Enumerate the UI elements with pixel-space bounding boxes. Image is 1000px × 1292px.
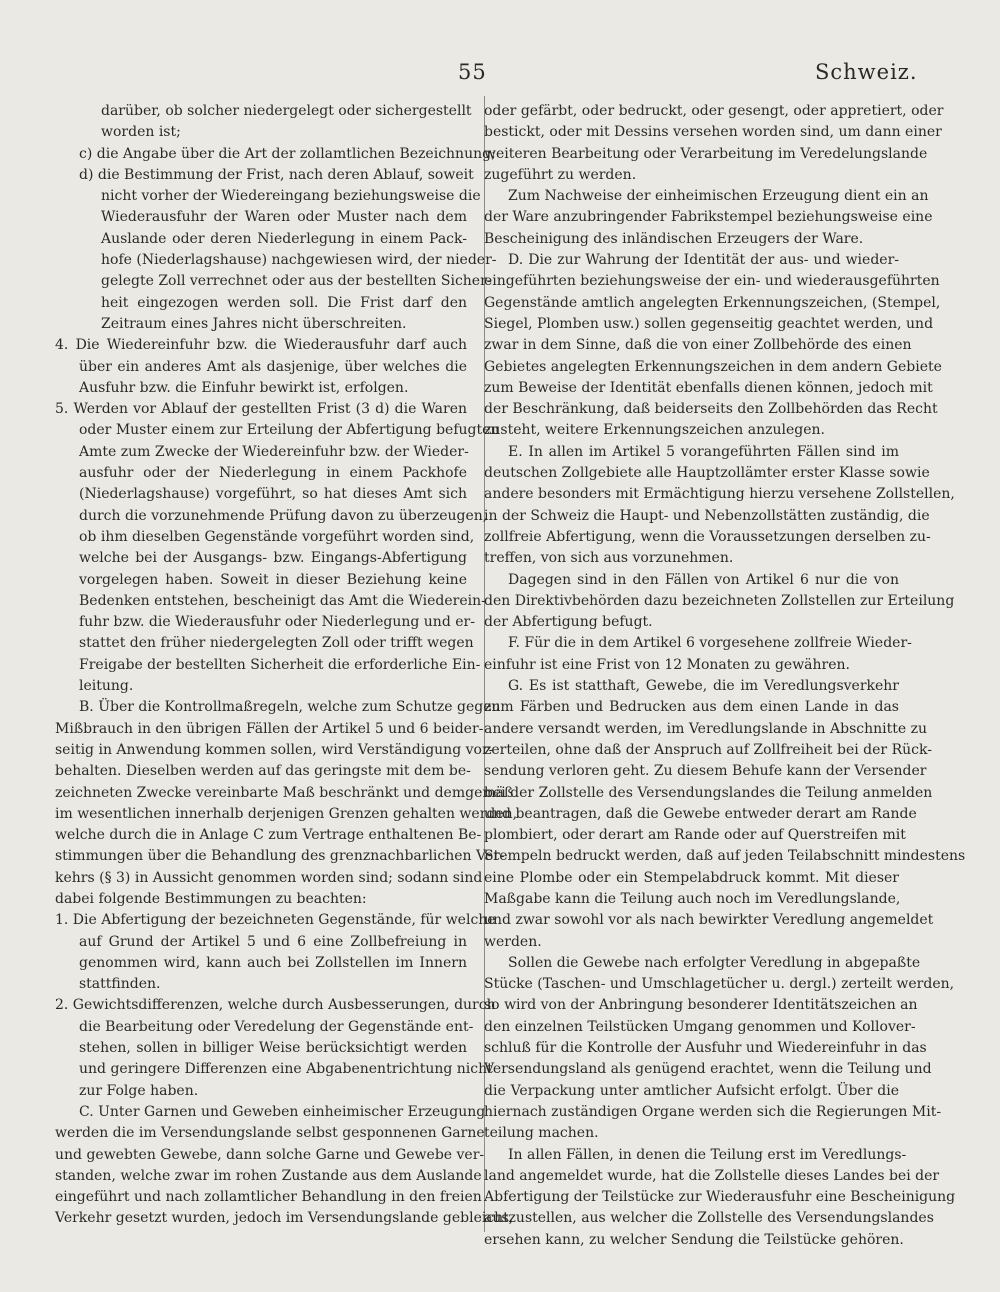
text-line: zum Färben und Bedrucken aus dem einen Lande in das: [484, 699, 899, 716]
text-line: Gebietes angelegten Erkennungszeichen in dem andern Gebiete: [484, 358, 942, 375]
text-line: werden.: [484, 933, 542, 950]
text-line: seitig in Anwendung kommen sollen, wird Verständigung vor-: [55, 741, 494, 758]
text-line: durch die vorzunehmende Prüfung davon zu überzeugen,: [79, 507, 488, 524]
text-line: 4. Die Wiedereinfuhr bzw. die Wiederausfuhr darf auch: [55, 337, 467, 354]
text-line: worden ist;: [101, 124, 181, 141]
text-line: Verkehr gesetzt wurden, jedoch im Versendungslande gebleicht,: [55, 1210, 514, 1227]
page-number: 55: [458, 60, 487, 84]
text-line: und zwar sowohl vor als nach bewirkter Veredlung angemeldet: [484, 912, 934, 929]
text-line: In allen Fällen, in denen die Teilung erst im Veredlungs-: [508, 1146, 907, 1163]
text-line: 5. Werden vor Ablauf der gestellten Frist (3 d) die Waren: [55, 401, 467, 418]
running-title: Schweiz.: [815, 60, 918, 84]
text-line: leitung.: [79, 678, 134, 695]
text-line: zugeführt zu werden.: [484, 166, 637, 183]
text-line: D. Die zur Wahrung der Identität der aus- und wieder-: [508, 252, 899, 269]
text-line: zollfreie Abfertigung, wenn die Voraussetzungen derselben zu-: [484, 528, 931, 545]
text-line: einfuhr ist eine Frist von 12 Monaten zu gewähren.: [484, 656, 850, 673]
text-line: C. Unter Garnen und Geweben einheimischer Erzeugung: [79, 1103, 486, 1120]
right-column: [484, 101, 966, 1251]
text-line: 1. Die Abfertigung der bezeichneten Gegenstände, für welche: [55, 912, 496, 929]
text-line: andere besonders mit Ermächtigung hierzu versehene Zollstellen,: [484, 486, 955, 503]
text-line: ersehen kann, zu welcher Sendung die Teilstücke gehören.: [484, 1231, 904, 1248]
text-line: (Niederlagshause) vorgeführt, so hat dieses Amt sich: [79, 486, 467, 503]
text-line: G. Es ist statthaft, Gewebe, die im Veredlungsverkehr: [508, 678, 899, 695]
text-line: eingeführten beziehungsweise der ein- und wiederausgeführten: [484, 273, 940, 290]
text-line: land angemeldet wurde, hat die Zollstelle dieses Landes bei der: [484, 1167, 940, 1184]
text-line: c) die Angabe über die Art der zollamtlichen Bezeichnung;: [79, 145, 496, 162]
text-line: zur Folge haben.: [79, 1082, 199, 1099]
text-line: Gegenstände amtlich angelegten Erkennungszeichen, (Stempel,: [484, 294, 941, 311]
text-line: und gewebten Gewebe, dann solche Garne und Gewebe ver-: [55, 1146, 485, 1163]
text-line: Zum Nachweise der einheimischen Erzeugung dient ein an: [508, 188, 929, 205]
text-line: zwar in dem Sinne, daß die von einer Zollbehörde des einen: [484, 337, 912, 354]
text-line: in der Schweiz die Haupt- und Nebenzollstätten zuständig, die: [484, 507, 930, 524]
text-line: B. Über die Kontrollmaßregeln, welche zum Schutze gegen: [79, 699, 501, 716]
text-line: sendung verloren geht. Zu diesem Behufe kann der Versender: [484, 763, 927, 780]
text-line: der Ware anzubringender Fabrikstempel beziehungsweise eine: [484, 209, 933, 226]
text-line: stattfinden.: [79, 976, 161, 993]
text-line: 2. Gewichtsdifferenzen, welche durch Ausbesserungen, durch: [55, 997, 496, 1014]
text-line: der Abfertigung befugt.: [484, 614, 653, 631]
text-line: stehen, sollen in billiger Weise berücksichtigt werden: [79, 1040, 467, 1057]
text-line: darüber, ob solcher niedergelegt oder sichergestellt: [101, 103, 472, 119]
text-line: den Direktivbehörden dazu bezeichneten Zollstellen zur Erteilung: [484, 592, 955, 609]
text-line: werden die im Versendungslande selbst gesponnenen Garne: [55, 1125, 485, 1142]
text-line: ob ihm dieselben Gegenstände vorgeführt worden sind,: [79, 528, 475, 545]
text-line: fuhr bzw. die Wiederausfuhr oder Niederlegung und er-: [79, 614, 475, 631]
text-line: so wird von der Anbringung besonderer Identitätszeichen an: [484, 997, 918, 1014]
text-line: Bedenken entstehen, bescheinigt das Amt die Wiederein-: [79, 592, 486, 609]
text-line: d) die Bestimmung der Frist, nach deren Ablauf, soweit: [79, 166, 474, 183]
text-line: nicht vorher der Wiedereingang beziehungsweise die: [101, 188, 481, 205]
text-line: plombiert, oder derart am Rande oder auf Querstreifen mit: [484, 827, 906, 844]
text-line: kehrs (§ 3) in Aussicht genommen worden sind; sodann sind: [55, 869, 483, 886]
left-column: [55, 101, 518, 1230]
text-line: hofe (Niederlagshause) nachgewiesen wird, der nieder-: [101, 252, 497, 269]
text-line: zeichneten Zwecke vereinbarte Maß beschränkt und demgemäß: [55, 784, 514, 801]
text-line: zusteht, weitere Erkennungszeichen anzulegen.: [484, 422, 825, 439]
text-line: Mißbrauch in den übrigen Fällen der Artikel 5 und 6 beider-: [55, 720, 484, 737]
text-line: welche durch die in Anlage C zum Vertrage enthaltenen Be-: [55, 827, 482, 844]
text-line: treffen, von sich aus vorzunehmen.: [484, 550, 734, 567]
text-line: Siegel, Plomben usw.) sollen gegenseitig geachtet werden, und: [484, 315, 934, 332]
text-line: Versendungsland als genügend erachtet, wenn die Teilung und: [484, 1061, 932, 1078]
text-line: weiteren Bearbeitung oder Verarbeitung im Veredelungslande: [484, 145, 928, 162]
text-line: Maßgabe kann die Teilung auch noch im Veredlungslande,: [484, 890, 901, 907]
text-line: Amte zum Zwecke der Wiedereinfuhr bzw. der Wieder-: [79, 443, 469, 460]
text-line: Abfertigung der Teilstücke zur Wiederausfuhr eine Bescheinigung: [484, 1189, 956, 1206]
text-line: die Bearbeitung oder Veredelung der Gegenstände ent-: [79, 1018, 474, 1035]
text-line: teilung machen.: [484, 1125, 599, 1142]
text-line: heit eingezogen werden soll. Die Frist darf den: [101, 294, 467, 311]
text-line: vorgelegen haben. Soweit in dieser Beziehung keine: [79, 571, 467, 588]
text-line: Stempeln bedruckt werden, daß auf jeden Teilabschnitt mindestens: [484, 848, 966, 865]
text-line: behalten. Dieselben werden auf das geringste mit dem be-: [55, 763, 471, 780]
text-line: Bescheinigung des inländischen Erzeugers der Ware.: [484, 230, 864, 247]
text-line: im wesentlichen innerhalb derjenigen Grenzen gehalten werden,: [55, 805, 518, 822]
text-line: Wiederausfuhr der Waren oder Muster nach dem: [101, 209, 467, 226]
text-line: stattet den früher niedergelegten Zoll oder trifft wegen: [79, 635, 474, 652]
text-line: auf Grund der Artikel 5 und 6 eine Zollbefreiung in: [79, 933, 467, 950]
text-line: auszustellen, aus welcher die Zollstelle des Versendungslandes: [484, 1210, 934, 1227]
text-line: bestickt, oder mit Dessins versehen worden sind, um dann einer: [484, 124, 942, 141]
text-line: schluß für die Kontrolle der Ausfuhr und Wiedereinfuhr in das: [484, 1040, 927, 1057]
text-line: standen, welche zwar im rohen Zustande aus dem Auslande: [55, 1167, 482, 1184]
text-line: eine Plombe oder ein Stempelabdruck kommt. Mit dieser: [484, 869, 899, 886]
text-line: zerteilen, ohne daß der Anspruch auf Zollfreiheit bei der Rück-: [484, 741, 932, 758]
text-line: Stücke (Taschen- und Umschlagetücher u. dergl.) zerteilt werden,: [484, 976, 955, 993]
text-line: Ausfuhr bzw. die Einfuhr bewirkt ist, erfolgen.: [79, 379, 409, 396]
text-line: Dagegen sind in den Fällen von Artikel 6 nur die von: [508, 571, 899, 588]
text-line: zum Beweise der Identität ebenfalls dienen können, jedoch mit: [484, 379, 933, 396]
text-line: der Beschränkung, daß beiderseits den Zollbehörden das Recht: [484, 401, 938, 418]
text-line: über ein anderes Amt als dasjenige, über welches die: [79, 358, 467, 375]
text-line: dabei folgende Bestimmungen zu beachten:: [55, 890, 367, 907]
text-line: hiernach zuständigen Organe werden sich die Regierungen Mit-: [484, 1103, 942, 1120]
text-line: genommen wird, kann auch bei Zollstellen im Innern: [79, 954, 467, 971]
page-header: [0, 58, 1000, 88]
text-line: und geringere Differenzen eine Abgabenentrichtung nicht: [79, 1061, 493, 1078]
text-line: bei der Zollstelle des Versendungslandes die Teilung anmelden: [484, 784, 933, 801]
text-line: Auslande oder deren Niederlegung in einem Pack-: [101, 230, 467, 247]
text-line: oder gefärbt, oder bedruckt, oder gesengt, oder appretiert, oder: [484, 103, 944, 119]
text-line: ausfuhr oder der Niederlegung in einem Packhofe: [79, 465, 467, 482]
text-line: Freigabe der bestellten Sicherheit die erforderliche Ein-: [79, 656, 481, 673]
text-line: oder Muster einem zur Erteilung der Abfertigung befugten: [79, 422, 500, 439]
text-line: welche bei der Ausgangs- bzw. Eingangs-Abfertigung: [79, 550, 467, 567]
text-line: und beantragen, daß die Gewebe entweder derart am Rande: [484, 805, 917, 822]
text-line: den einzelnen Teilstücken Umgang genommen und Kollover-: [484, 1018, 916, 1035]
text-line: stimmungen über die Behandlung des grenznachbarlichen Ver-: [55, 848, 505, 865]
text-line: andere versandt werden, im Veredlungslande in Abschnitte zu: [484, 720, 928, 737]
text-line: Zeitraum eines Jahres nicht überschreiten.: [101, 315, 407, 332]
text-line: die Verpackung unter amtlicher Aufsicht erfolgt. Über die: [484, 1082, 899, 1099]
text-line: E. In allen im Artikel 5 vorangeführten Fällen sind im: [508, 443, 899, 460]
text-line: F. Für die in dem Artikel 6 vorgesehene zollfreie Wieder-: [508, 635, 912, 652]
text-line: deutschen Zollgebiete alle Hauptzollämter erster Klasse sowie: [484, 465, 930, 482]
text-line: Sollen die Gewebe nach erfolgter Veredlung in abgepaßte: [508, 954, 921, 971]
text-line: gelegte Zoll verrechnet oder aus der bestellten Sicher-: [101, 273, 492, 290]
text-line: eingeführt und nach zollamtlicher Behandlung in den freien: [55, 1189, 482, 1206]
